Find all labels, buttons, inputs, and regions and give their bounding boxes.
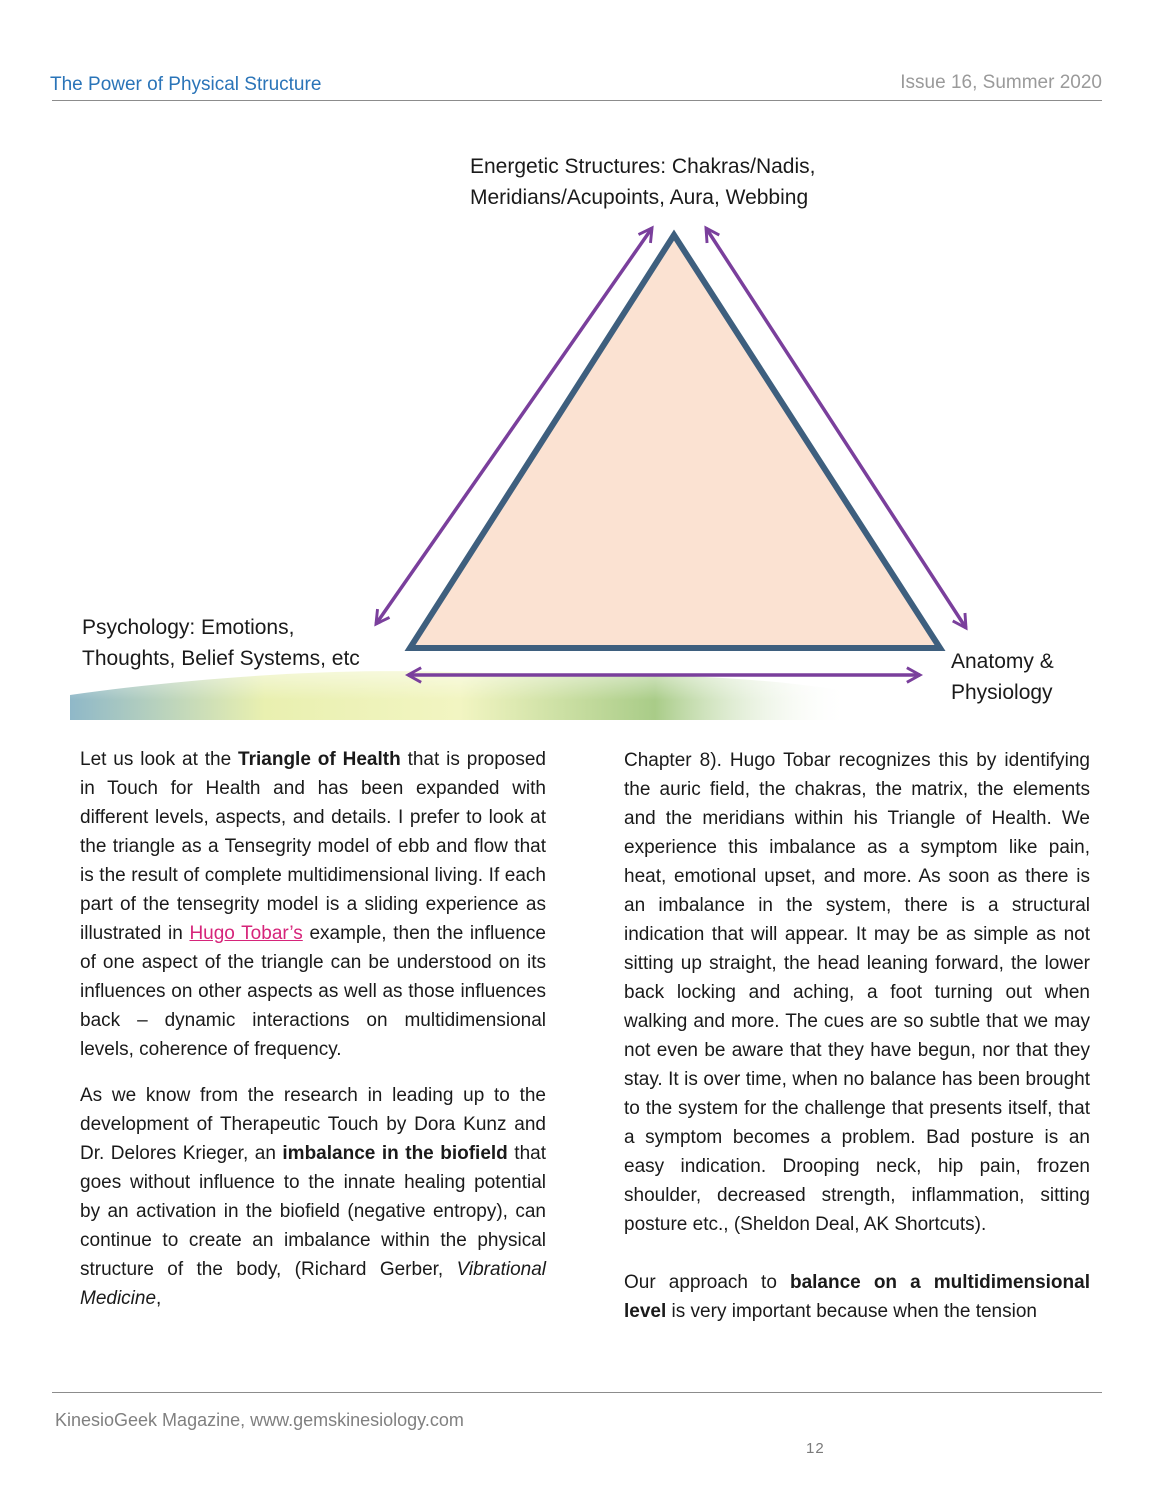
- label-energetic-structures: [470, 151, 815, 213]
- label-psychology-line-1: Psychology: Emotions,: [82, 616, 295, 639]
- left-column: [80, 745, 546, 1330]
- left-paragraph-1: Let us look at the Triangle of Health that is proposed in Touch for Health and has been expanded with different levels, aspects, and details. I prefer to look at the triangle as a Tensegrity model of ebb and flow that is the result of complete multidimensional living. If each part of the tensegrity model is a sliding experience as illustrated in Hugo Tobar’s example, then the influence of one aspect of the triangle can be understood on its influences on other aspects as well as those influences back – dynamic interactions on multidimensional levels, coherence of frequency.: [80, 749, 546, 1060]
- label-energetic-line-1: Energetic Structures: Chakras/Nadis,: [470, 155, 816, 178]
- header-issue: Issue 16, Summer 2020: [900, 72, 1102, 93]
- header-rule: [52, 100, 1102, 101]
- label-energetic-line-2: Meridians/Acupoints, Aura, Webbing: [470, 186, 809, 209]
- label-anatomy-line-1: Anatomy &: [951, 650, 1054, 673]
- right-column: [624, 746, 1090, 1343]
- hugo-tobar-link[interactable]: Hugo Tobar’s: [189, 923, 303, 944]
- term-triangle-of-health: Triangle of Health: [238, 749, 401, 770]
- triangle-shape: [410, 235, 940, 648]
- label-psychology: [82, 612, 360, 674]
- right-paragraph-2: Our approach to balance on a multidimensional level is very important because when the tension: [624, 1272, 1090, 1322]
- label-psychology-line-2: Thoughts, Belief Systems, etc: [82, 647, 360, 670]
- label-anatomy-line-2: Physiology: [951, 681, 1053, 704]
- left-paragraph-2: As we know from the research in leading up to the development of Therapeutic Touch by Dora Kunz and Dr. Delores Krieger, an imbalance in the biofield that goes without influence to the innate healing potential by an activation in the biofield (negative entropy), can continue to create an imbalance within the physical structure of the body, (Richard Gerber, Vibrational Medicine,: [80, 1085, 546, 1309]
- book-title: Vibrational Medicine: [80, 1259, 546, 1309]
- triangle-of-health-diagram: [70, 140, 1080, 720]
- term-balance-multidimensional: balance on a multidimensional level: [624, 1272, 1090, 1322]
- page-number: 12: [806, 1440, 825, 1457]
- label-anatomy-physiology: [951, 646, 1054, 708]
- right-paragraph-1: Chapter 8). Hugo Tobar recognizes this by identifying the auric field, the chakras, the matrix, the elements and the meridians within his Triangle of Health. We experience this imbalance as a symptom like pain, heat, emotional upset, and more. As soon as there is an imbalance in the system, there is a structural indication that will appear. It may be as simple as not sitting up straight, the head leaning forward, the lower back locking and aching, a foot turning out when walking and more. The cues are so subtle that we may not even be aware that they have begun, nor that they stay. It is over time, when no balance has been brought to the system for the challenge that presents itself, that a symptom becomes a problem. Bad posture is an easy indication. Drooping neck, hip pain, frozen shoulder, decreased strength, inflammation, sitting posture etc., (Sheldon Deal, AK Shortcuts).: [624, 750, 1090, 1235]
- footer-rule: [52, 1392, 1102, 1393]
- header-title: The Power of Physical Structure: [50, 74, 322, 95]
- footer-text: KinesioGeek Magazine, www.gemskinesiology.com: [55, 1410, 464, 1430]
- term-imbalance-in-biofield: imbalance in the biofield: [282, 1143, 508, 1164]
